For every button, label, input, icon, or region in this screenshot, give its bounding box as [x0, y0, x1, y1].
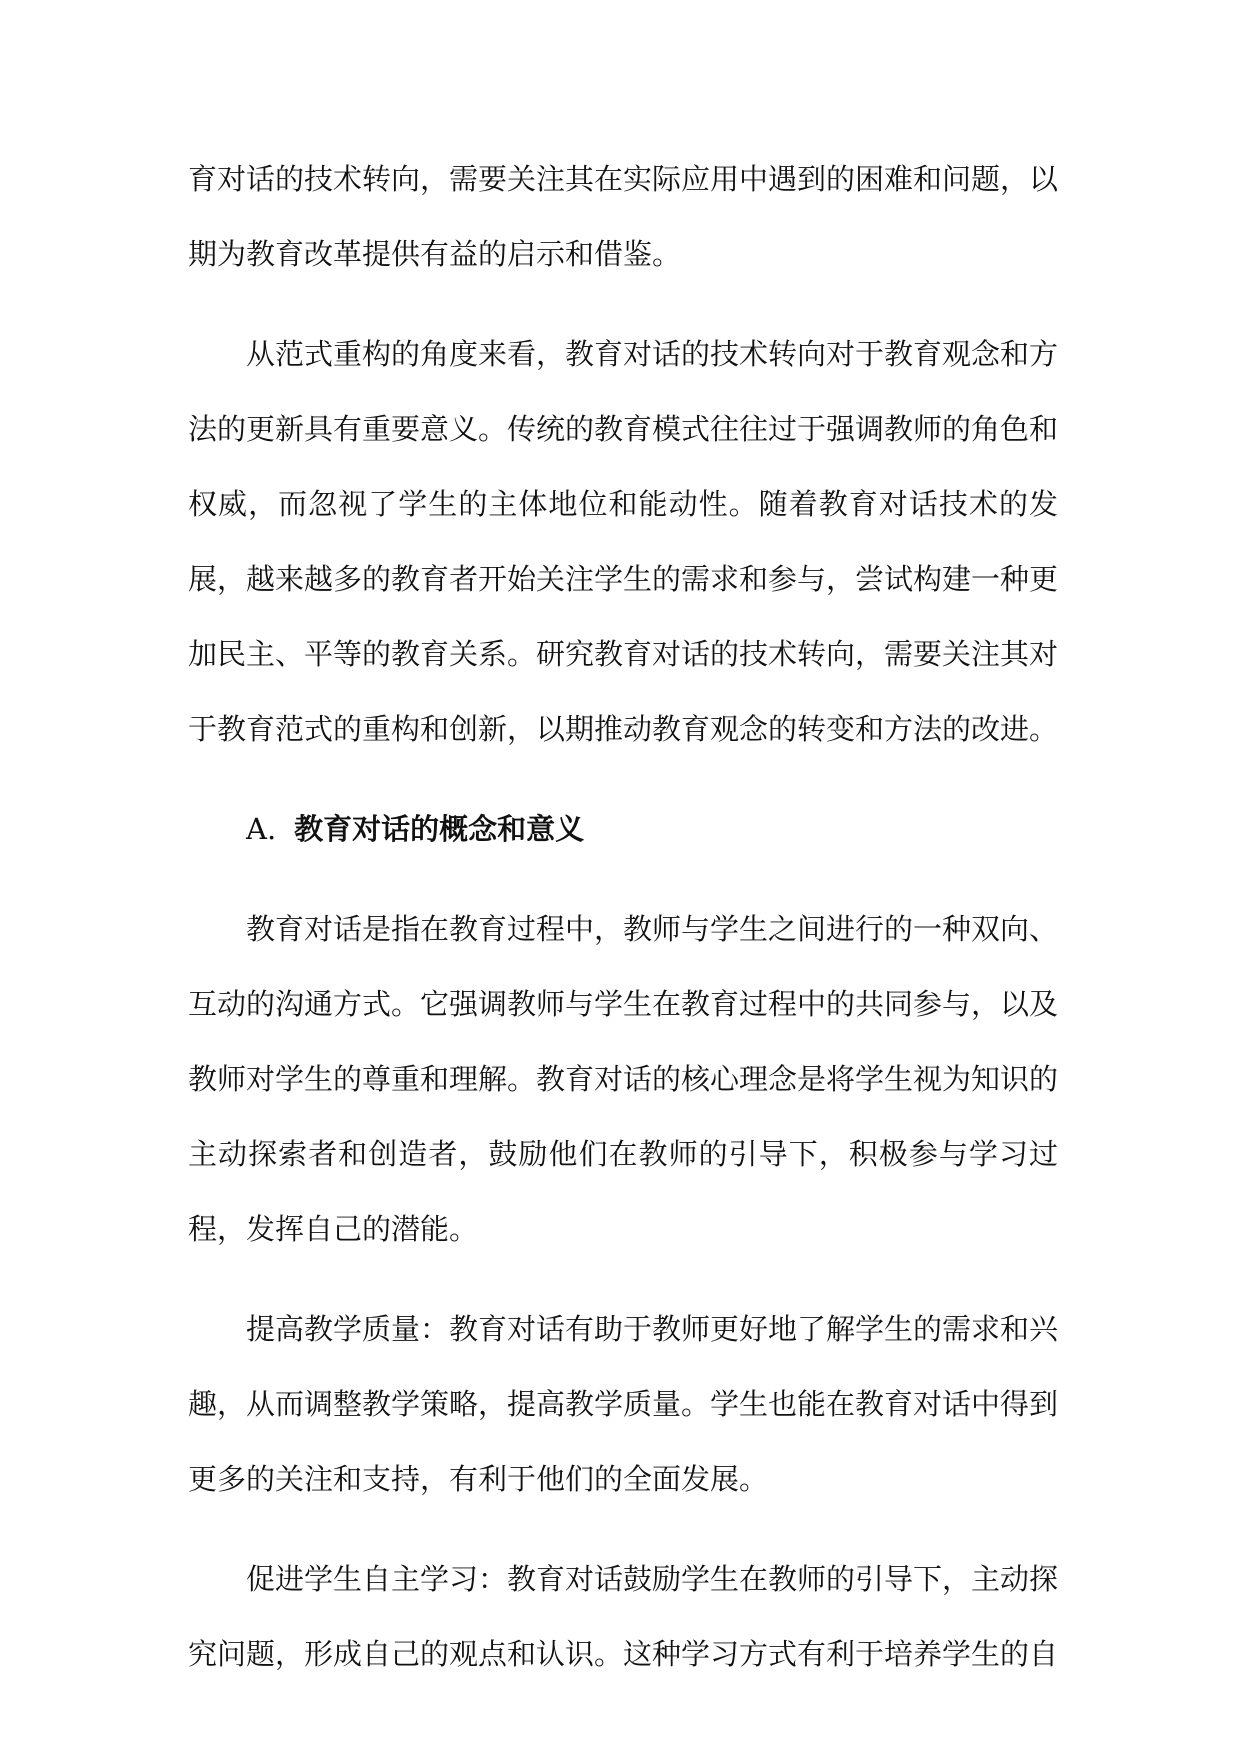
- paragraph-definition: 教育对话是指在教育过程中，教师与学生之间进行的一种双向、互动的沟通方式。它强调教师与学生在教育过程中的共同参与，以及教师对学生的尊重和理解。教育对话的核心理念是将学生视为知识的主动探索者和创造者，鼓励他们在教师的引导下，积极参与学习过程，发挥自己的潜能。: [188, 912, 1059, 1246]
- paragraph-continued: 育对话的技术转向，需要关注其在实际应用中遇到的困难和问题，以期为教育改革提供有益的启示和借鉴。: [188, 162, 1059, 271]
- paragraph-autonomous-learning: 促进学生自主学习：教育对话鼓励学生在教师的引导下，主动探究问题，形成自己的观点和认识。这种学习方式有利于培养学生的自: [188, 1562, 1059, 1671]
- section-heading-marker: A.: [246, 812, 277, 846]
- paragraph-teaching-quality: 提高教学质量：教育对话有助于教师更好地了解学生的需求和兴趣，从而调整教学策略，提高教学质量。学生也能在教育对话中得到更多的关注和支持，有利于他们的全面发展。: [188, 1312, 1059, 1496]
- document-body: [188, 142, 1058, 1717]
- section-heading-title: 教育对话的概念和意义: [294, 812, 585, 846]
- paragraph-paradigm-reconstruction: 从范式重构的角度来看，教育对话的技术转向对于教育观念和方法的更新具有重要意义。传统的教育模式往往过于强调教师的角色和权威，而忽视了学生的主体地位和能动性。随着教育对话技术的发展，越来越多的教育者开始关注学生的需求和参与，尝试构建一种更加民主、平等的教育关系。研究教育对话的技术转向，需要关注其对于教育范式的重构和创新，以期推动教育观念的转变和方法的改进。: [188, 337, 1059, 746]
- section-heading: [188, 792, 1058, 867]
